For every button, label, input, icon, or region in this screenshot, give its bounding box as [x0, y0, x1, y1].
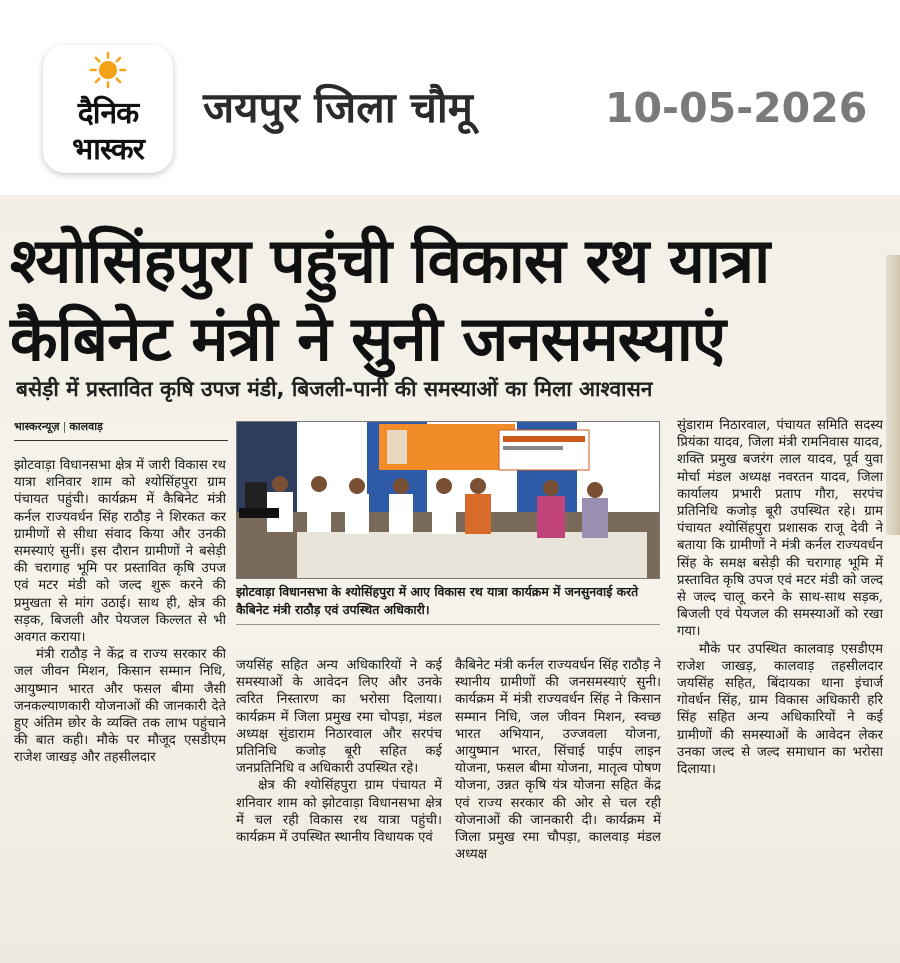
column4-paragraph1: सुंडाराम निठारवाल, पंचायत समिति सदस्य प्रियंका यादव, जिला मंत्री रामनिवास यादव, शक्ति प्रमुख बजरंग लाल यादव, पूर्व युवा मोर्चा मंडल अध्यक्ष नवरतन यादव, जिला कार्यालय प्रभारी प्रताप गौरा, सरपंच प्रतिनिधि कजोड़ बूरी उपस्थित रहे। ग्राम पंचायत श्योसिंहपुरा प्रशासक राजू देवी ने बताया कि ग्रामीणों ने मंत्री कर्नल राज्यवर्धन सिंह के समक्ष बसेड़ी की चरागाह भूमि में प्रस्तावित कृषि उपज एवं मटर मंडी को जल्द से जल्द चालू करने के साथ-साथ सड़क, बिजली एवं पेयजल की समस्याओं को रखा गया। — [677, 418, 883, 640]
column4-paragraph2: मौके पर उपस्थित कालवाड़ एसडीएम राजेश जाखड़, कालवाड़ तहसीलदार जयसिंह सहित, बिंदायका थाना इंचार्ज गोवर्धन सिंह, ग्राम विकास अधिकारी हरि सिंह सहित अन्य अधिकारियों ने कई ग्रामीणों की समस्याओं के आवेदन लेकर उनका जल्द से जल्द समाधान का भरोसा दिलाया। — [677, 641, 883, 778]
edition-location: जयपुर जिला चौमू — [203, 83, 473, 132]
newspaper-clipping[interactable] — [0, 195, 900, 963]
article-column-4 — [677, 417, 883, 959]
article-photo — [236, 421, 660, 579]
column3-paragraph1: कैबिनेट मंत्री कर्नल राज्यवर्धन सिंह राठौड़ ने स्थानीय ग्रामीणों की जनसमस्याएं सुनी। कार्यक्रम में मंत्री राज्यवर्धन सिंह ने किसान सम्मान निधि, जल जीवन मिशन, स्वच्छ भारत अभियान, उज्जवला योजना, आयुष्मान भारत, सिंचाई पाईप लाइन योजना, फसल बीमा योजना, मातृत्व पोषण योजना, उन्नत कृषि यंत्र योजना सहित केंद्र एवं राज्य सरकार की ओर से चल रही योजनाओं की जानकारी दी। कार्यक्रम में जिला प्रमुख रमा चौपड़ा, कालवाड़ मंडल अध्यक्ष — [455, 658, 661, 863]
byline-separator: | — [62, 420, 67, 433]
newspaper-logo[interactable] — [43, 45, 173, 173]
subheadline: बसेड़ी में प्रस्तावित कृषि उपज मंडी, बिजली-पानी की समस्याओं का मिला आश्वासन — [16, 377, 653, 401]
column1-paragraph1: झोटवाड़ा विधानसभा क्षेत्र में जारी विकास रथ यात्रा शनिवार शाम को श्योसिंहपुरा ग्राम पंचायत पहुंची। कार्यक्रम में कैबिनेट मंत्री कर्नल राज्यवर्धन सिंह राठौड़ ने शिरकत कर ग्रामीणों से सीधा संवाद किया और उनकी समस्याएं सुनीं। इस दौरान ग्रामीणों ने बसेड़ी की चरागाह भूमि पर प्रस्तावित कृषि उपज एवं मटर मंडी को जल्द शुरू करने की प्रमुखता से मांग उठाई। साथ ही, क्षेत्र की सड़क, बिजली और पेयजल किल्लत से भी अवगत कराया। — [14, 458, 226, 646]
column1-paragraph2: मंत्री राठौड़ ने केंद्र व राज्य सरकार की जल जीवन मिशन, किसान सम्मान निधि, आयुष्मान भारत और फसल बीमा जैसी जनकल्याणकारी योजनाओं की जानकारी देते हुए अंतिम छोर के व्यक्ति तक लाभ पहुंचाने की बात कही। मौके पर मौजूद एसडीएम राजेश जाखड़ और तहसीलदार — [14, 647, 226, 766]
logo-text-line1: दैनिक — [77, 96, 139, 131]
byline-agency: भास्करन्यूज़ — [14, 420, 60, 433]
headline-line2: कैबिनेट मंत्री ने सुनी जनसमस्याएं — [10, 302, 726, 375]
article-column-3 — [455, 657, 661, 959]
app-header — [0, 0, 900, 188]
photo-caption: झोटवाड़ा विधानसभा के श्योसिंहपुरा में आए विकास रथ यात्रा कार्यक्रम में जनसुनवाई करते कैबिनेट मंत्री राठौड़ एवं उपस्थित अधिकारी। — [236, 581, 660, 625]
column2-paragraph2: क्षेत्र की श्योसिंहपुरा ग्राम पंचायत में शनिवार शाम को झोटवाड़ा विधानसभा क्षेत्र में चल रही विकास रथ यात्रा पहुंची। कार्यक्रम में उपस्थित स्थानीय विधायक एवं — [236, 778, 442, 846]
column2-paragraph1: जयसिंह सहित अन्य अधिकारियों ने कई समस्याओं के आवेदन लिए और उनके त्वरित निस्तारण का भरोसा दिलाया। कार्यक्रम में जिला प्रमुख रमा चोपड़ा, मंडल अध्यक्ष सुंडाराम निठारवाल और सरपंच प्रतिनिधि कजोड़ बूरी सहित कई जनप्रतिनिधि व अधिकारी उपस्थित रहे। — [236, 658, 442, 777]
edition-date: 10-05-2026 — [605, 84, 868, 132]
article-column-1 — [14, 457, 226, 959]
byline — [14, 419, 228, 441]
logo-text-line2: भास्कर — [72, 132, 144, 167]
article-column-2 — [236, 657, 442, 959]
event-photo-illustration — [237, 422, 660, 579]
sun-logo-icon — [89, 51, 127, 89]
byline-place: कालवाड़ — [69, 420, 103, 433]
headline-line1: श्योसिंहपुरा पहुंची विकास रथ यात्रा — [10, 224, 770, 297]
